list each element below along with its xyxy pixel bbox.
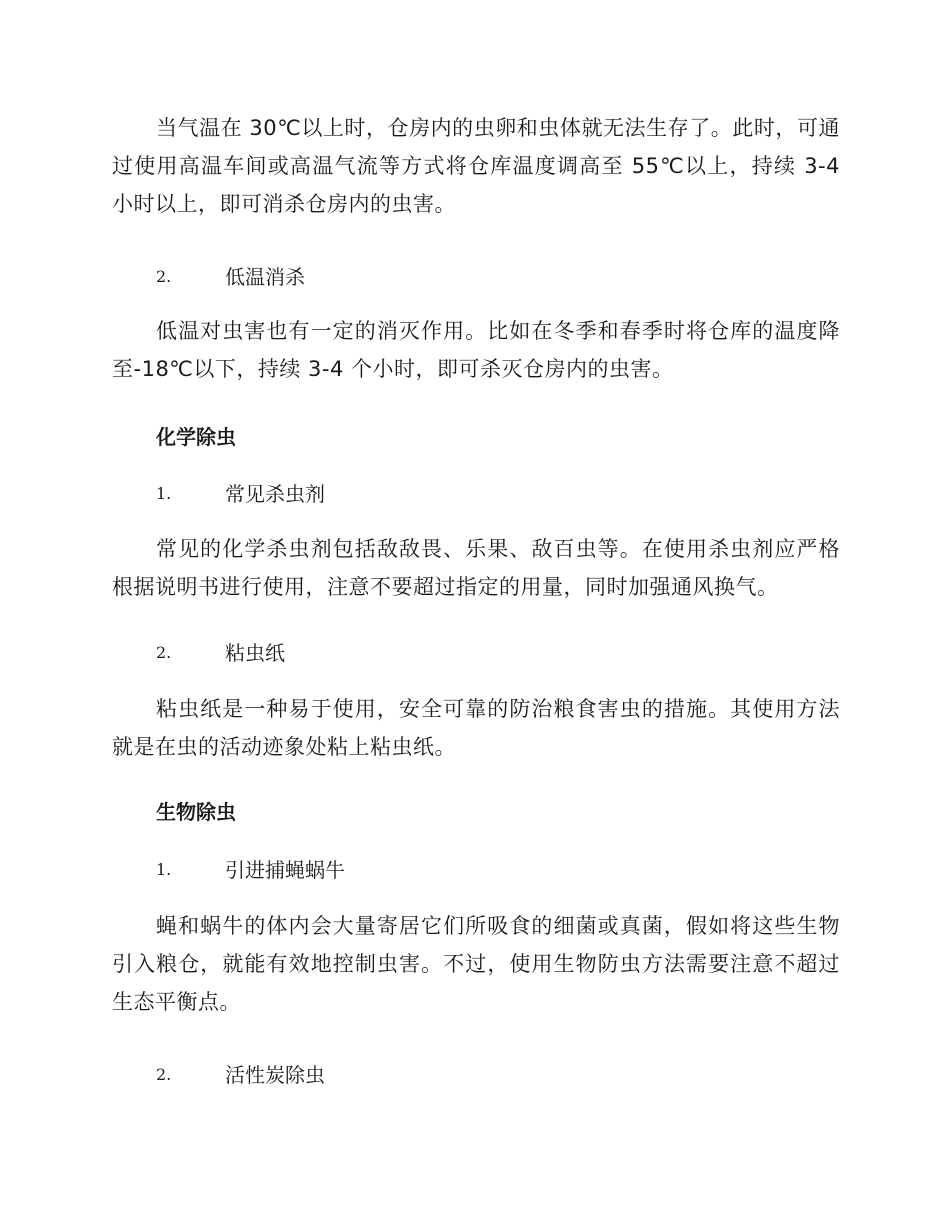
list-item-snails [156,855,756,885]
paragraph-text: 常见的化学杀虫剂包括敌敌畏、乐果、敌百虫等。在使用杀虫剂应严格根据说明书进行使用，注意不要超过指定的用量，同时加强通风换气。 [112,537,840,599]
list-number: 1. [156,484,172,503]
paragraph-text: 蝇和蜗牛的体内会大量寄居它们所吸食的细菌或真菌，假如将这些生物引入粮仓，就能有效地控制虫害。不过，使用生物防虫方法需要注意不超过生态平衡点。 [112,914,840,1014]
paragraph-insecticide [112,530,840,606]
paragraph-text: 粘虫纸是一种易于使用，安全可靠的防治粮食害虫的措施。其使用方法就是在虫的活动迹象处粘上粘虫纸。 [112,697,840,759]
list-item-insecticide [156,479,756,509]
list-number: 1. [156,860,172,879]
paragraph-high-temp [112,109,840,223]
list-item-low-temp [156,262,756,292]
list-label: 引进捕蝇蜗牛 [225,858,345,882]
list-label: 低温消杀 [225,265,305,289]
paragraph-text: 低温对虫害也有一定的消灭作用。比如在冬季和春季时将仓库的温度降至-18℃以下，持续 3-4 个小时，即可杀灭仓房内的虫害。 [112,319,840,381]
list-label: 粘虫纸 [225,641,285,665]
list-number: 2. [156,1065,172,1084]
list-item-activated-carbon [156,1060,756,1090]
paragraph-sticky-paper [112,690,840,766]
paragraph-snails [112,907,840,1021]
list-number: 2. [156,643,172,662]
heading-biological: 生物除虫 [156,800,236,824]
list-label: 常见杀虫剂 [225,482,325,506]
list-item-sticky-paper [156,638,756,668]
paragraph-low-temp [112,312,840,388]
heading-chemical: 化学除虫 [156,425,236,449]
list-number: 2. [156,267,172,286]
paragraph-text: 当气温在 30℃以上时，仓房内的虫卵和虫体就无法生存了。此时，可通过使用高温车间或高温气流等方式将仓库温度调高至 55℃以上，持续 3-4 小时以上，即可消杀仓房内的虫害。 [112,116,840,216]
list-label: 活性炭除虫 [225,1063,325,1087]
